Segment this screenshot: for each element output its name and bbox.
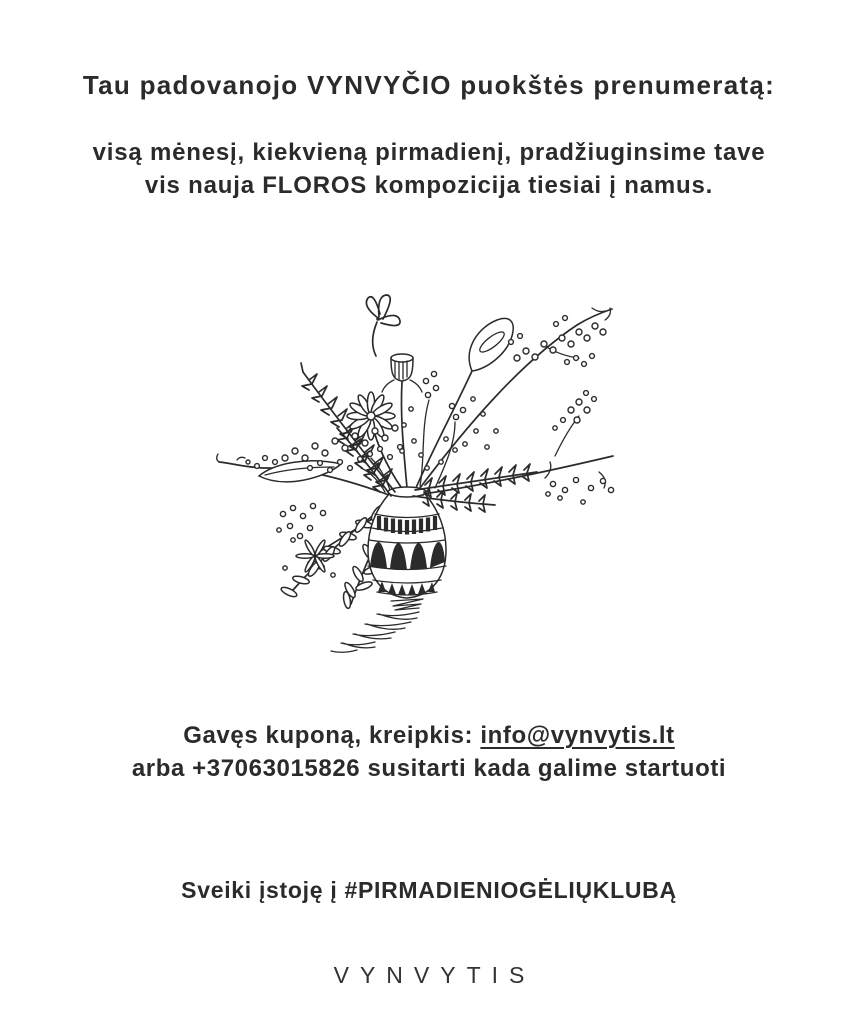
propeller-flower (366, 295, 400, 326)
berries-right-lower (546, 477, 614, 504)
email-link[interactable]: info@vynvytis.lt (480, 722, 675, 749)
welcome-message: Sveiki įstoję į #PIRMADIENIOGĖLIŲKLUBĄ (181, 877, 677, 903)
subtitle (0, 136, 858, 202)
subtitle-line-2: vis nauja FLOROS kompozicija tiesiai į namus. (144, 172, 714, 199)
bouquet-svg (215, 278, 615, 678)
brand-logo: VYNVYTIS (333, 962, 536, 988)
contact-line-1 (0, 719, 858, 752)
shadow-scribble (331, 599, 423, 652)
contact-prefix: Gavęs kuponą, kreipkis: (183, 722, 474, 749)
berry-branch-right-lower (423, 416, 613, 494)
calla-leaf (469, 318, 513, 371)
berry-branch-right-upper (420, 308, 612, 488)
berries-right-mid (553, 391, 597, 431)
contact-line-2: arba +37063015826 susitarti kada galime startuoti (131, 755, 727, 782)
page-title: Tau padovanojo VYNVYČIO puokštės prenumeratą: (82, 70, 776, 100)
subtitle-line-1: visą mėnesį, kiekvieną pirmadienį, pradžiuginsime tave (92, 139, 766, 166)
berries-right-upper (509, 316, 606, 367)
contact-block (0, 719, 858, 785)
vase (368, 487, 446, 598)
bouquet-illustration (215, 278, 615, 678)
